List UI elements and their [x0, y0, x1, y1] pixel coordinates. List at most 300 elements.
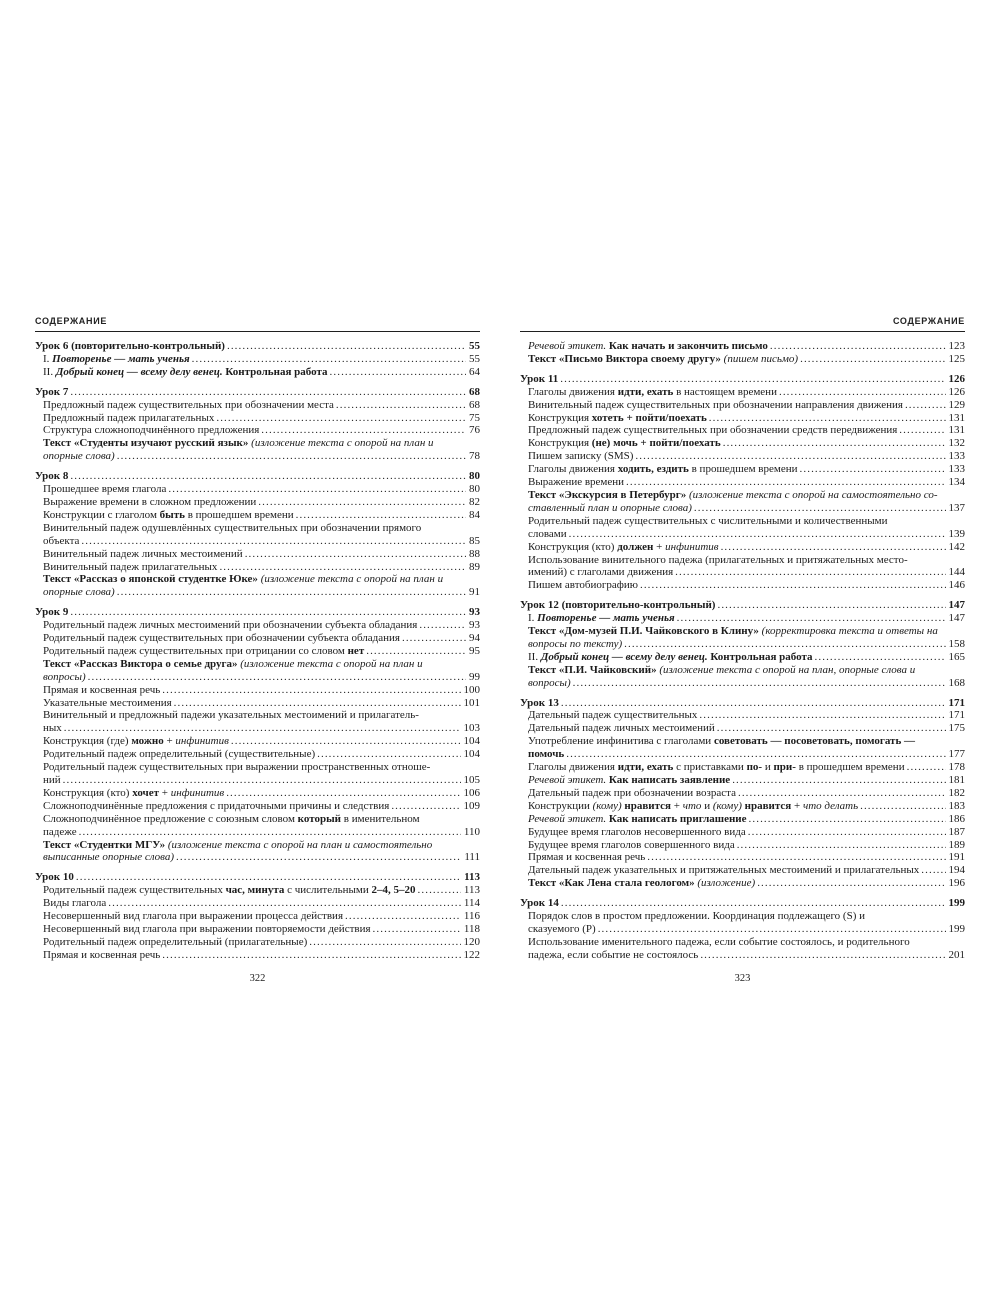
- toc-entry-text: Глаголы движения идти, ехать с приставками по- и при- в прошедшем времени: [528, 761, 905, 774]
- dot-leader: [757, 877, 945, 890]
- toc-entry-text: Прямая и косвенная речь: [528, 851, 646, 864]
- dot-leader: [800, 353, 945, 366]
- toc-entry-text: Родительный падеж личных местоимений при обозначении субъекта обладания: [43, 619, 418, 632]
- dot-leader: [907, 761, 946, 774]
- toc-line: [528, 813, 965, 826]
- toc-line: [528, 923, 965, 936]
- dot-leader: [573, 677, 946, 690]
- toc-line: [43, 787, 480, 800]
- toc-entry-text: Сложноподчинённое предложение с союзным словом который в именительном: [43, 812, 420, 825]
- toc-page-ref: 168: [948, 676, 965, 689]
- dot-leader: [905, 399, 946, 412]
- toc-line: [43, 573, 480, 586]
- toc-line: [43, 450, 480, 463]
- toc-page-ref: 106: [463, 786, 480, 799]
- toc-page-ref: 100: [463, 683, 480, 696]
- toc-entry-text: Конструкция (кто) хочет + инфинитив: [43, 786, 225, 799]
- toc-page-ref: 194: [948, 864, 965, 877]
- toc-entry-text: Текст «П.И. Чайковский» (изложение текста с опорой на план, опорные слова и: [528, 663, 916, 676]
- toc-entry-text: словами: [528, 527, 567, 540]
- dot-leader: [561, 697, 946, 710]
- dot-leader: [561, 897, 946, 910]
- toc-entry-text: Конструкция хотеть + пойти/поехать: [528, 411, 707, 424]
- dot-leader: [717, 599, 945, 612]
- toc-line: [43, 851, 480, 864]
- toc-page-ref: 113: [463, 884, 480, 897]
- toc-page-ref: 104: [463, 748, 480, 761]
- toc-line: [43, 897, 480, 910]
- toc-page-ref: 134: [948, 476, 965, 489]
- toc-entry-text: Предложный падеж существительных при обозначении средств передвижения: [528, 424, 898, 437]
- toc-line: [43, 697, 480, 710]
- toc-line: [528, 851, 965, 864]
- toc-item-entry: [35, 884, 480, 897]
- toc-page-ref: 94: [469, 632, 480, 645]
- toc-item-entry: [35, 412, 480, 425]
- toc-page-ref: 114: [463, 897, 480, 910]
- toc-item-entry: [35, 399, 480, 412]
- toc-line: [528, 437, 965, 450]
- toc-entry-text: падежа, если событие не состоялось: [528, 948, 699, 961]
- toc-page-ref: 78: [469, 450, 480, 463]
- toc-line: [35, 606, 480, 619]
- toc-lesson-entry: [520, 373, 965, 386]
- toc-entry-text: Указательные местоимения: [43, 696, 172, 709]
- toc-entry-text: Использование винительного падежа (прилагательных и притяжательных место-: [528, 553, 908, 566]
- toc-line: [528, 579, 965, 592]
- toc-line: [43, 774, 480, 787]
- toc-entry-text: помочь: [528, 748, 565, 761]
- toc-entry-text: Конструкции (кому) нравится + что и (кому) нравится + что делать: [528, 799, 859, 812]
- toc-lesson-entry: [35, 340, 480, 353]
- page-number-right: 323: [734, 972, 751, 984]
- running-head-left: СОДЕРЖАНИЕ: [35, 316, 480, 332]
- toc-line: [43, 586, 480, 599]
- toc-item-entry: [35, 897, 480, 910]
- dot-leader: [70, 606, 466, 619]
- toc-item-entry: [35, 658, 480, 684]
- toc-line: [528, 353, 965, 366]
- toc-line: [43, 412, 480, 425]
- toc-page-ref: 175: [948, 722, 965, 735]
- toc-page-ref: 93: [469, 619, 480, 632]
- dot-leader: [624, 638, 945, 651]
- toc-item-entry: [35, 923, 480, 936]
- toc-page-ref: 181: [948, 774, 965, 786]
- toc-entry-text: ных: [43, 722, 62, 735]
- toc-line: [528, 664, 965, 677]
- toc-lesson-entry: [520, 599, 965, 612]
- toc-entry-text: Конструкции с глаголом быть в прошедшем времени: [43, 508, 294, 521]
- toc-entry-text: Урок 13: [520, 696, 559, 709]
- toc-line: [528, 677, 965, 690]
- toc-item-entry: [35, 910, 480, 923]
- dot-leader: [309, 936, 460, 949]
- toc-item-entry: [35, 697, 480, 710]
- toc-item-entry: [35, 949, 480, 962]
- toc-entry-text: опорные слова): [43, 450, 115, 463]
- dot-leader: [64, 722, 461, 735]
- dot-leader: [566, 748, 945, 761]
- dot-leader: [261, 424, 466, 437]
- toc-entry-text: Предложный падеж существительных при обозначении места: [43, 398, 334, 411]
- toc-entry-text: Сложноподчинённые предложения с придаточными причины и следствия: [43, 799, 390, 812]
- toc-item-entry: [520, 800, 965, 813]
- toc-entry-text: Пишем автобиографию: [528, 579, 638, 592]
- dot-leader: [749, 813, 946, 826]
- toc-line: [43, 839, 480, 852]
- dot-leader: [647, 851, 945, 864]
- toc-entry-text: Урок 7: [35, 385, 69, 398]
- toc-page-ref: 55: [469, 352, 480, 365]
- toc-page-ref: 178: [948, 761, 965, 774]
- toc-entry-text: II. Добрый конец — всему делу венец. Контрольная работа: [528, 650, 813, 663]
- dot-leader: [70, 386, 466, 399]
- toc-page-ref: 116: [463, 910, 480, 923]
- toc-item-entry: [35, 800, 480, 813]
- toc-entry-text: Глаголы движения ходить, ездить в прошедшем времени: [528, 463, 798, 476]
- toc-entry-text: сказуемого (P): [528, 922, 596, 935]
- dot-leader: [216, 412, 466, 425]
- toc-entry-text: Текст «Студенты изучают русский язык» (изложение текста с опорой на план и: [43, 437, 434, 450]
- toc-entry-text: Родительный падеж существительных при обозначении субъекта обладания: [43, 632, 400, 645]
- toc-page-ref: 105: [463, 774, 480, 786]
- toc-entry-text: Порядок слов в простом предложении. Координация подлежащего (S) и: [528, 910, 866, 923]
- toc-line: [528, 541, 965, 554]
- toc-entry-text: Прямая и косвенная речь: [43, 683, 161, 696]
- toc-entry-text: вопросы): [43, 670, 86, 683]
- toc-line: [528, 864, 965, 877]
- toc-page-ref: 82: [469, 495, 480, 508]
- toc-entry-text: Использование именительного падежа, если событие состоялось, и родительного: [528, 935, 910, 948]
- toc-line: [43, 884, 480, 897]
- toc-page-ref: 109: [463, 799, 480, 812]
- toc-page-ref: 68: [469, 385, 480, 398]
- toc-entry-text: Родительный падеж определительный (прилагательные): [43, 935, 308, 948]
- toc-item-entry: [35, 522, 480, 548]
- toc-line: [35, 470, 480, 483]
- toc-entry-text: Текст «Экскурсия в Петербург» (изложение текста с опорой на самостоятельно со-: [528, 488, 938, 501]
- toc-entry-text: Родительный падеж существительных при выражении пространственных отноше-: [43, 761, 431, 774]
- toc-line: [528, 463, 965, 476]
- toc-page-ref: 111: [464, 851, 480, 864]
- toc-page-ref: 80: [469, 470, 480, 483]
- toc-item-entry: [35, 573, 480, 599]
- toc-page-ref: 95: [469, 644, 480, 657]
- toc-page-ref: 189: [948, 838, 965, 851]
- toc-entry-text: имений) с глаголами движения: [528, 566, 674, 579]
- toc-page-ref: 182: [948, 786, 965, 799]
- toc-item-entry: [520, 722, 965, 735]
- toc-entries-right: [520, 340, 965, 962]
- dot-leader: [418, 884, 461, 897]
- toc-page-ref: 171: [948, 709, 965, 722]
- dot-leader: [815, 651, 946, 664]
- toc-entry-text: Прошедшее время глагола: [43, 483, 167, 496]
- dot-leader: [640, 579, 946, 592]
- toc-item-entry: [35, 761, 480, 787]
- toc-entry-text: Речевой этикет. Как написать заявление: [528, 774, 731, 786]
- toc-page-ref: 196: [948, 877, 965, 890]
- toc-entry-text: Урок 14: [520, 897, 559, 910]
- toc-item-entry: [35, 509, 480, 522]
- toc-item-entry: [520, 386, 965, 399]
- toc-item-entry: [520, 774, 965, 787]
- dot-leader: [162, 949, 460, 962]
- toc-entry-text: вопросы по тексту): [528, 637, 623, 650]
- toc-page-ref: 144: [948, 566, 965, 579]
- dot-leader: [174, 697, 461, 710]
- toc-entry-text: ний: [43, 774, 61, 786]
- toc-entry-text: Текст «Рассказ Виктора о семье друга» (изложение текста с опорой на план и: [43, 657, 423, 670]
- toc-line: [43, 761, 480, 774]
- toc-item-entry: [35, 735, 480, 748]
- toc-entry-text: Выражение времени: [528, 476, 625, 489]
- toc-item-entry: [35, 561, 480, 574]
- toc-entry-text: Дательный падеж при обозначении возраста: [528, 786, 736, 799]
- toc-line: [43, 813, 480, 826]
- dot-leader: [770, 340, 946, 353]
- toc-entry-text: Текст «Рассказ о японской студентке Юке» (изложение текста с опорой на план и: [43, 573, 444, 586]
- toc-item-entry: [35, 645, 480, 658]
- dot-leader: [800, 463, 946, 476]
- toc-item-entry: [520, 625, 965, 651]
- toc-page-ref: 146: [948, 579, 965, 592]
- toc-line: [528, 949, 965, 962]
- toc-entry-text: Структура сложноподчинённого предложения: [43, 424, 260, 437]
- toc-line: [43, 709, 480, 722]
- toc-page-ref: 132: [948, 437, 965, 450]
- toc-page-ref: 88: [469, 547, 480, 560]
- toc-item-entry: [520, 450, 965, 463]
- toc-line: [43, 561, 480, 574]
- toc-entry-text: Будущее время глаголов совершенного вида: [528, 838, 735, 851]
- toc-entry-text: Урок 6 (повторительно-контрольный): [35, 340, 225, 352]
- toc-line: [528, 787, 965, 800]
- toc-page-ref: 126: [948, 372, 965, 385]
- toc-page-ref: 99: [469, 670, 480, 683]
- dot-leader: [76, 871, 461, 884]
- toc-page-ref: 186: [948, 812, 965, 825]
- toc-entry-text: Винительный падеж одушевлённых существительных при обозначении прямого: [43, 521, 422, 534]
- toc-line: [528, 399, 965, 412]
- toc-entry-text: Конструкция (не) мочь + пойти/поехать: [528, 437, 721, 450]
- dot-leader: [70, 470, 466, 483]
- dot-leader: [391, 800, 460, 813]
- dot-leader: [709, 412, 946, 425]
- toc-line: [520, 599, 965, 612]
- toc-entry-text: Дательный падеж указательных и притяжательных местоимений и прилагательных: [528, 864, 920, 877]
- toc-entry-text: Родительный падеж существительных при отрицании со словом нет: [43, 644, 365, 657]
- toc-page-ref: 68: [469, 398, 480, 411]
- dot-leader: [723, 437, 946, 450]
- toc-item-entry: [520, 353, 965, 366]
- dot-leader: [176, 851, 461, 864]
- toc-item-entry: [520, 476, 965, 489]
- dot-leader: [366, 645, 466, 658]
- toc-page-ref: 122: [463, 948, 480, 961]
- dot-leader: [88, 671, 466, 684]
- toc-item-entry: [520, 936, 965, 962]
- toc-entry-text: объекта: [43, 534, 80, 547]
- toc-item-entry: [35, 366, 480, 379]
- toc-page-ref: 133: [948, 463, 965, 476]
- toc-line: [520, 897, 965, 910]
- toc-item-entry: [520, 910, 965, 936]
- toc-page-ref: 129: [948, 398, 965, 411]
- toc-line: [43, 353, 480, 366]
- toc-item-entry: [520, 515, 965, 541]
- toc-item-entry: [520, 579, 965, 592]
- toc-item-entry: [520, 864, 965, 877]
- toc-page-ref: 118: [463, 922, 480, 935]
- toc-line: [43, 366, 480, 379]
- dot-leader: [569, 528, 946, 541]
- toc-page-ref: 85: [469, 534, 480, 547]
- dot-leader: [921, 864, 945, 877]
- toc-line: [528, 651, 965, 664]
- dot-leader: [717, 722, 946, 735]
- toc-item-entry: [35, 709, 480, 735]
- dot-leader: [732, 774, 945, 787]
- dot-leader: [296, 509, 466, 522]
- toc-line: [528, 774, 965, 787]
- toc-line: [528, 612, 965, 625]
- toc-page-ref: 177: [948, 748, 965, 761]
- toc-item-entry: [520, 463, 965, 476]
- toc-item-entry: [520, 612, 965, 625]
- toc-line: [43, 399, 480, 412]
- toc-page-ref: 142: [948, 540, 965, 553]
- toc-item-entry: [520, 437, 965, 450]
- toc-line: [43, 632, 480, 645]
- toc-line: [43, 936, 480, 949]
- toc-line: [520, 697, 965, 710]
- toc-line: [528, 412, 965, 425]
- toc-page-ref: 125: [948, 352, 965, 365]
- toc-page-ref: 199: [948, 922, 965, 935]
- toc-line: [43, 826, 480, 839]
- toc-page-ref: 158: [948, 637, 965, 650]
- toc-entry-text: Винительный падеж прилагательных: [43, 560, 218, 573]
- toc-item-entry: [35, 684, 480, 697]
- toc-page-ref: 147: [948, 612, 965, 625]
- dot-leader: [373, 923, 461, 936]
- dot-leader: [63, 774, 461, 787]
- toc-page-ref: 191: [948, 851, 965, 864]
- toc-item-entry: [520, 851, 965, 864]
- toc-line: [528, 340, 965, 353]
- toc-entry-text: Употребление инфинитива с глаголами советовать — посоветовать, помогать —: [528, 735, 916, 748]
- toc-page-ref: 183: [948, 799, 965, 812]
- toc-item-entry: [520, 399, 965, 412]
- toc-item-entry: [520, 489, 965, 515]
- toc-line: [528, 839, 965, 852]
- toc-entry-text: Родительный падеж определительный (существительные): [43, 748, 316, 761]
- toc-item-entry: [35, 353, 480, 366]
- toc-entry-text: Урок 9: [35, 606, 69, 619]
- toc-entry-text: I. Повторенье — мать ученья: [43, 352, 190, 365]
- dot-leader: [227, 340, 466, 353]
- toc-page-ref: 93: [469, 606, 480, 619]
- toc-line: [528, 554, 965, 567]
- toc-item-entry: [35, 483, 480, 496]
- toc-item-entry: [520, 735, 965, 761]
- toc-page-ref: 131: [948, 411, 965, 424]
- toc-entry-text: Дательный падеж личных местоимений: [528, 722, 715, 735]
- toc-item-entry: [520, 651, 965, 664]
- toc-entry-text: Урок 11: [520, 372, 559, 385]
- toc-line: [43, 949, 480, 962]
- toc-item-entry: [35, 936, 480, 949]
- toc-page-ref: 64: [469, 365, 480, 378]
- dot-leader: [721, 541, 946, 554]
- toc-entry-text: Конструкция (где) можно + инфинитив: [43, 735, 229, 748]
- toc-entry-text: Несовершенный вид глагола при выражении повторяемости действия: [43, 922, 371, 935]
- toc-line: [528, 761, 965, 774]
- dot-leader: [700, 949, 945, 962]
- toc-line: [43, 748, 480, 761]
- toc-page-ref: 103: [463, 722, 480, 735]
- toc-page-ref: 91: [469, 586, 480, 599]
- toc-item-entry: [35, 619, 480, 632]
- toc-line: [43, 619, 480, 632]
- toc-item-entry: [520, 761, 965, 774]
- toc-entry-text: I. Повторенье — мать ученья: [528, 612, 675, 625]
- toc-line: [43, 910, 480, 923]
- dot-leader: [738, 787, 946, 800]
- toc-entry-text: Текст «Студентки МГУ» (изложение текста с опорой на план и самостоятельно: [43, 838, 433, 851]
- toc-entry-text: Родительный падеж существительных с числительными и количественными: [528, 514, 888, 527]
- toc-line: [43, 437, 480, 450]
- dot-leader: [560, 373, 945, 386]
- toc-line: [43, 645, 480, 658]
- toc-line: [528, 709, 965, 722]
- toc-item-entry: [35, 424, 480, 437]
- toc-line: [528, 515, 965, 528]
- dot-leader: [419, 619, 466, 632]
- dot-leader: [168, 483, 466, 496]
- dot-leader: [192, 353, 466, 366]
- toc-page-ref: 110: [463, 825, 480, 838]
- toc-page-ref: 120: [463, 935, 480, 948]
- toc-page-ref: 55: [469, 340, 480, 352]
- toc-item-entry: [35, 632, 480, 645]
- toc-item-entry: [35, 839, 480, 865]
- toc-line: [43, 923, 480, 936]
- dot-leader: [226, 787, 460, 800]
- toc-lesson-entry: [35, 871, 480, 884]
- dot-leader: [317, 748, 460, 761]
- toc-lesson-entry: [520, 697, 965, 710]
- toc-line: [35, 340, 480, 353]
- toc-line: [35, 871, 480, 884]
- dot-leader: [117, 450, 466, 463]
- toc-line: [43, 800, 480, 813]
- toc-page-ref: 199: [948, 897, 965, 910]
- toc-line: [43, 496, 480, 509]
- toc-line: [528, 625, 965, 638]
- toc-line: [520, 373, 965, 386]
- toc-item-entry: [520, 877, 965, 890]
- toc-item-entry: [35, 748, 480, 761]
- toc-line: [43, 424, 480, 437]
- toc-item-entry: [35, 496, 480, 509]
- toc-page-ref: 76: [469, 424, 480, 437]
- dot-leader: [258, 496, 466, 509]
- toc-page-ref: 137: [948, 501, 965, 514]
- toc-line: [528, 489, 965, 502]
